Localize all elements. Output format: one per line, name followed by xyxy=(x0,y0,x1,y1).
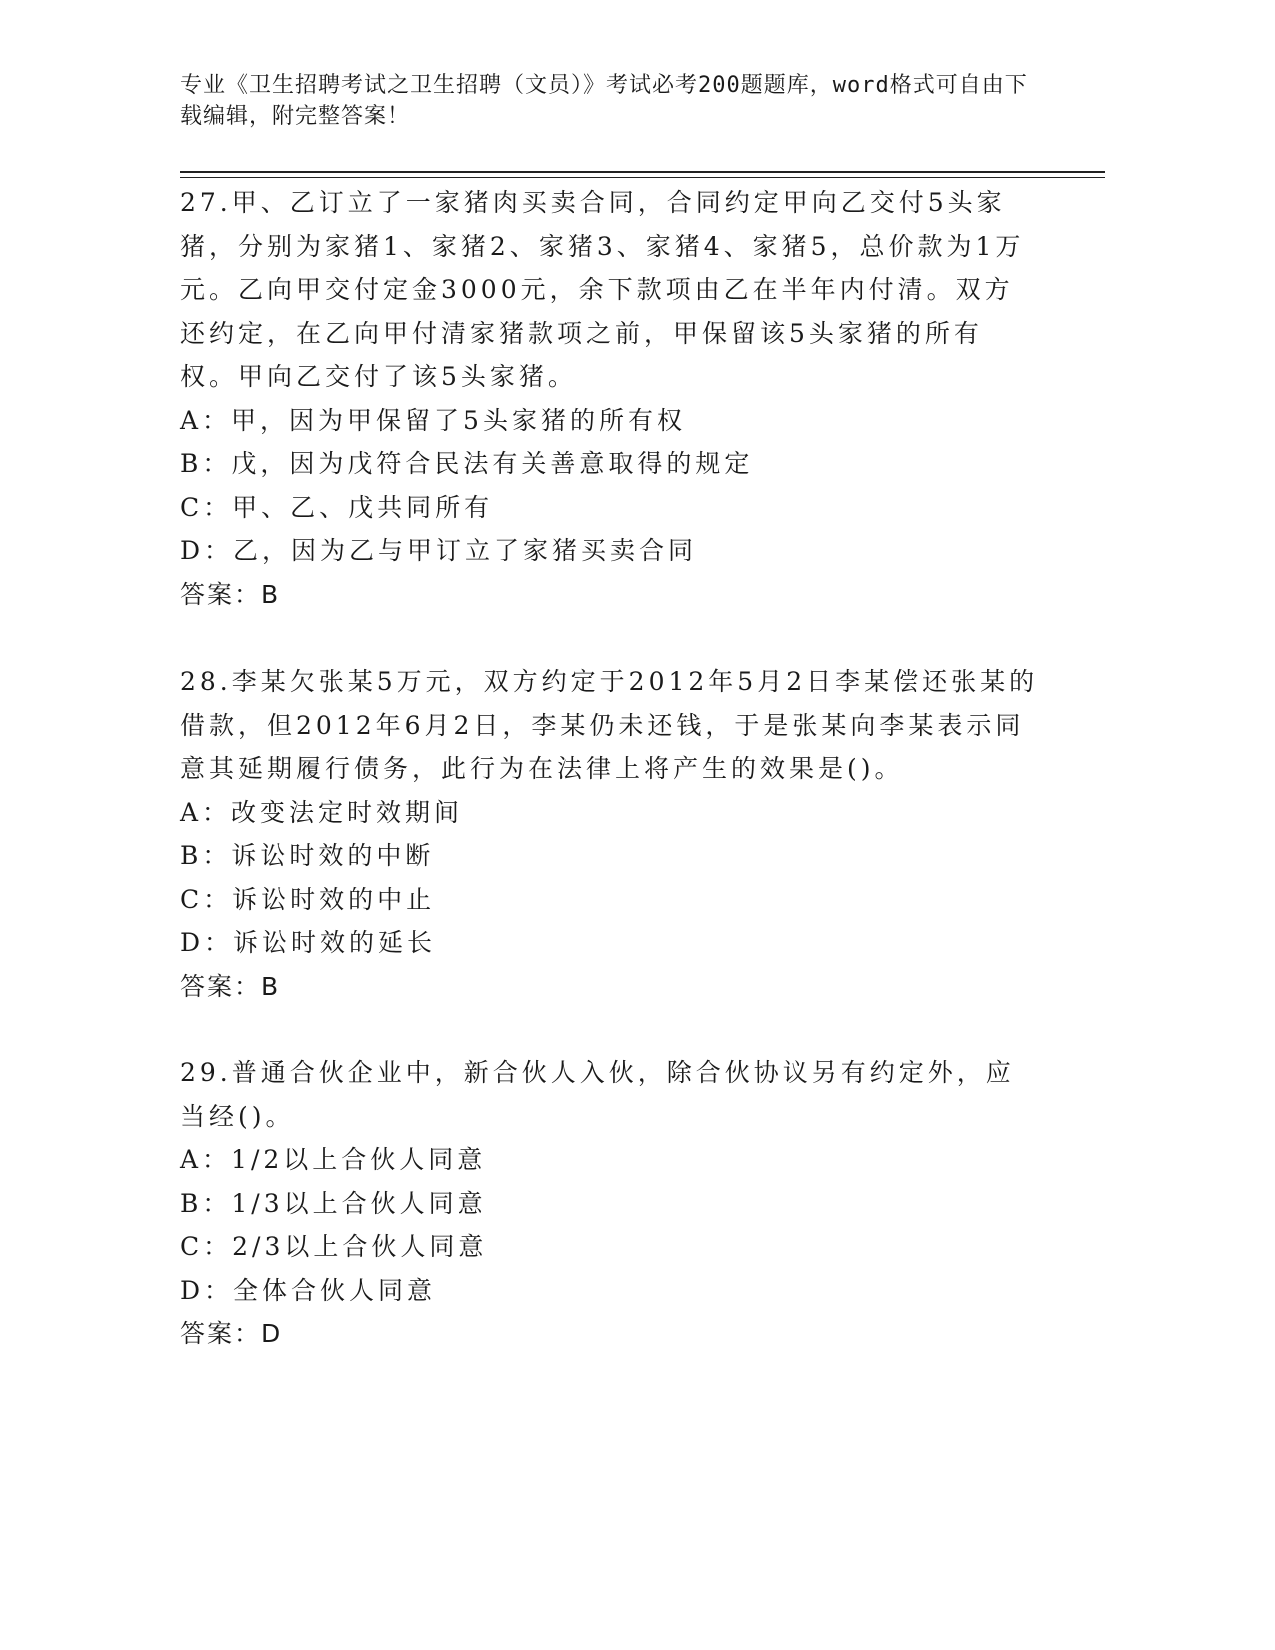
question-stem: 28.李某欠张某5万元，双方约定于2012年5月2日李某偿还张某的借款，但2012年6月2日，李某仍未还钱，于是张某向李某表示同意其延期履行债务，此行为在法律上将产生的效果是()。 xyxy=(180,667,1039,783)
option-c: C：2/3以上合伙人同意 xyxy=(180,1232,488,1261)
answer-line: 答案：B xyxy=(180,579,281,609)
option-a: A：改变法定时效期间 xyxy=(180,797,464,827)
header-divider-thin xyxy=(180,177,1105,178)
question-29 xyxy=(180,1051,1040,1356)
option-b: B：诉讼时效的中断 xyxy=(180,841,435,870)
answer-line: 答案：D xyxy=(180,1319,283,1348)
question-28 xyxy=(180,660,1040,1008)
answer-line: 答案：B xyxy=(180,971,281,1001)
header-divider-thick xyxy=(180,171,1105,173)
document-header: 专业《卫生招聘考试之卫生招聘（文员）》考试必考200题题库，word格式可自由下载编辑，附完整答案！ xyxy=(180,73,1028,129)
option-b: B：戊，因为戊符合民法有关善意取得的规定 xyxy=(180,449,754,478)
option-c: C：诉讼时效的中止 xyxy=(180,884,436,914)
option-b: B：1/3以上合伙人同意 xyxy=(180,1188,487,1218)
question-27 xyxy=(180,181,1040,616)
option-d: D：乙，因为乙与甲订立了家猪买卖合同 xyxy=(180,536,698,565)
option-a: A：1/2以上合伙人同意 xyxy=(180,1145,487,1174)
option-d: D：诉讼时效的延长 xyxy=(180,928,437,957)
question-stem: 27.甲、乙订立了一家猪肉买卖合同，合同约定甲向乙交付5头家猪，分别为家猪1、家猪2、家猪3、家猪4、家猪5，总价款为1万元。乙向甲交付定金3000元，余下款项由乙在半年内付清。双方还约定，在乙向甲付清家猪款项之前，甲保留该5头家猪的所有权。甲向乙交付了该5头家猪。 xyxy=(180,188,1025,391)
question-stem: 29.普通合伙企业中，新合伙人入伙，除合伙协议另有约定外，应当经()。 xyxy=(180,1058,1015,1131)
option-a: A：甲，因为甲保留了5头家猪的所有权 xyxy=(180,405,686,435)
option-d: D：全体合伙人同意 xyxy=(180,1275,437,1305)
option-c: C：甲、乙、戊共同所有 xyxy=(180,492,494,522)
